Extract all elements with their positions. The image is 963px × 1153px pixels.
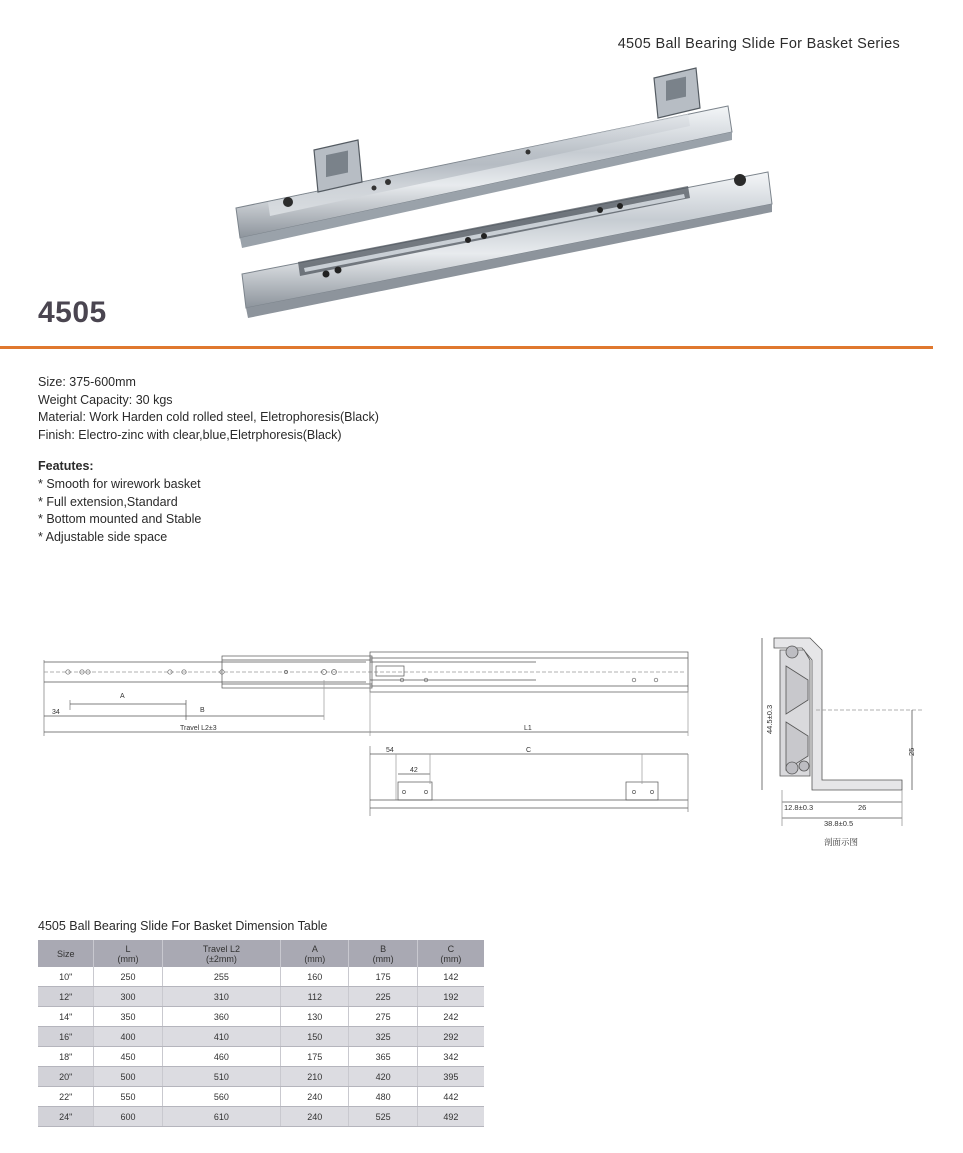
table-cell: 342 bbox=[417, 1047, 484, 1067]
table-cell: 560 bbox=[162, 1087, 281, 1107]
dim-b-label: B bbox=[200, 707, 205, 714]
features-heading: Featutes: bbox=[38, 459, 94, 473]
dim-a-label: A bbox=[120, 693, 125, 700]
travel-label: Travel L2±3 bbox=[180, 725, 217, 732]
col-b bbox=[349, 940, 417, 967]
table-cell: 600 bbox=[94, 1107, 162, 1127]
table-cell: 175 bbox=[281, 1047, 349, 1067]
table-cell: 365 bbox=[349, 1047, 417, 1067]
table-cell: 250 bbox=[94, 967, 162, 987]
table-cell: 292 bbox=[417, 1027, 484, 1047]
table-cell: 500 bbox=[94, 1067, 162, 1087]
table-row bbox=[38, 967, 484, 987]
table-cell: 24" bbox=[38, 1107, 94, 1127]
table-cell: 360 bbox=[162, 1007, 281, 1027]
feature-item: * Adjustable side space bbox=[38, 529, 168, 544]
header-unit: (mm) bbox=[372, 953, 394, 964]
table-cell: 350 bbox=[94, 1007, 162, 1027]
header-label: Size bbox=[56, 948, 75, 959]
table-cell: 510 bbox=[162, 1067, 281, 1087]
product-photo bbox=[228, 62, 788, 322]
table-row bbox=[38, 1027, 484, 1047]
table-cell: 240 bbox=[281, 1087, 349, 1107]
table-cell: 142 bbox=[417, 967, 484, 987]
table-cell: 16" bbox=[38, 1027, 94, 1047]
table-cell: 20" bbox=[38, 1067, 94, 1087]
table-cell: 550 bbox=[94, 1087, 162, 1107]
model-number: 4505 bbox=[38, 296, 107, 329]
table-cell: 400 bbox=[94, 1027, 162, 1047]
feature-item: * Bottom mounted and Stable bbox=[38, 512, 202, 526]
header-label: L bbox=[125, 943, 131, 954]
header-unit: (mm) bbox=[440, 953, 462, 964]
table-cell: 420 bbox=[349, 1067, 417, 1087]
col-a bbox=[281, 940, 349, 967]
table-cell: 240 bbox=[281, 1107, 349, 1127]
spec-finish: Finish: Electro-zinc with clear,blue,Eletrphoresis(Black) bbox=[38, 427, 342, 442]
header-label: A bbox=[311, 943, 318, 954]
table-cell: 18" bbox=[38, 1047, 94, 1067]
section-caption: 剖面示图 bbox=[824, 837, 859, 847]
side-view-drawing bbox=[36, 640, 696, 820]
table-cell: 450 bbox=[94, 1047, 162, 1067]
table-row bbox=[38, 1007, 484, 1027]
spec-material: Material: Work Harden cold rolled steel, Eletrophoresis(Black) bbox=[38, 410, 379, 424]
feature-item: * Smooth for wirework basket bbox=[38, 477, 201, 491]
section-total-label: 38.8±0.5 bbox=[824, 819, 854, 828]
table-cell: 210 bbox=[281, 1067, 349, 1087]
header-label: Travel L2 bbox=[202, 943, 241, 954]
table-cell: 150 bbox=[281, 1027, 349, 1047]
table-cell: 310 bbox=[162, 987, 281, 1007]
table-cell: 22" bbox=[38, 1087, 94, 1107]
table-cell: 175 bbox=[349, 967, 417, 987]
table-cell: 192 bbox=[417, 987, 484, 1007]
header-unit: (mm) bbox=[304, 953, 326, 964]
table-row bbox=[38, 1047, 484, 1067]
header-label: B bbox=[380, 943, 387, 954]
header-unit: (mm) bbox=[117, 953, 139, 964]
features-list bbox=[38, 476, 201, 546]
table-cell: 460 bbox=[162, 1047, 281, 1067]
table-cell: 492 bbox=[417, 1107, 484, 1127]
table-cell: 130 bbox=[281, 1007, 349, 1027]
table-cell: 14" bbox=[38, 1007, 94, 1027]
table-row bbox=[38, 987, 484, 1007]
col-travel bbox=[162, 940, 281, 967]
table-cell: 12" bbox=[38, 987, 94, 1007]
dim-34-label: 34 bbox=[52, 709, 60, 716]
table-cell: 325 bbox=[349, 1027, 417, 1047]
cross-section-drawing bbox=[752, 630, 932, 855]
table-cell: 160 bbox=[281, 967, 349, 987]
col-c bbox=[417, 940, 484, 967]
orange-divider bbox=[0, 346, 933, 349]
dim-42-label: 42 bbox=[410, 767, 418, 774]
series-title: 4505 Ball Bearing Slide For Basket Series bbox=[617, 36, 900, 52]
col-size bbox=[38, 940, 94, 967]
table-header-row bbox=[38, 940, 484, 967]
table-cell: 255 bbox=[162, 967, 281, 987]
table-cell: 395 bbox=[417, 1067, 484, 1087]
table-cell: 225 bbox=[349, 987, 417, 1007]
section-26-label: 26 bbox=[858, 803, 867, 812]
section-25-label: 25 bbox=[907, 747, 916, 756]
header-label: C bbox=[447, 943, 455, 954]
dimension-table bbox=[38, 940, 484, 1127]
table-row bbox=[38, 1107, 484, 1127]
table-cell: 112 bbox=[281, 987, 349, 1007]
table-title: 4505 Ball Bearing Slide For Basket Dimension Table bbox=[38, 919, 328, 933]
col-l bbox=[94, 940, 162, 967]
spec-list bbox=[38, 374, 379, 444]
table-row bbox=[38, 1087, 484, 1107]
table-cell: 275 bbox=[349, 1007, 417, 1027]
section-height-label: 44.5±0.3 bbox=[765, 704, 774, 734]
spec-weight-capacity: Weight Capacity: 30 kgs bbox=[38, 392, 173, 407]
table-cell: 442 bbox=[417, 1087, 484, 1107]
section-width1-label: 12.8±0.3 bbox=[784, 803, 814, 812]
table-cell: 525 bbox=[349, 1107, 417, 1127]
l1-label: L1 bbox=[524, 725, 532, 732]
dim-c-label: C bbox=[526, 747, 532, 754]
header-unit: (±2mm) bbox=[205, 953, 237, 964]
table-row bbox=[38, 1067, 484, 1087]
feature-item: * Full extension,Standard bbox=[38, 494, 178, 509]
table-cell: 410 bbox=[162, 1027, 281, 1047]
table-cell: 300 bbox=[94, 987, 162, 1007]
table-cell: 610 bbox=[162, 1107, 281, 1127]
table-cell: 10" bbox=[38, 967, 94, 987]
table-cell: 480 bbox=[349, 1087, 417, 1107]
dim-54-label: 54 bbox=[386, 747, 394, 754]
table-cell: 242 bbox=[417, 1007, 484, 1027]
spec-size: Size: 375-600mm bbox=[38, 375, 136, 389]
